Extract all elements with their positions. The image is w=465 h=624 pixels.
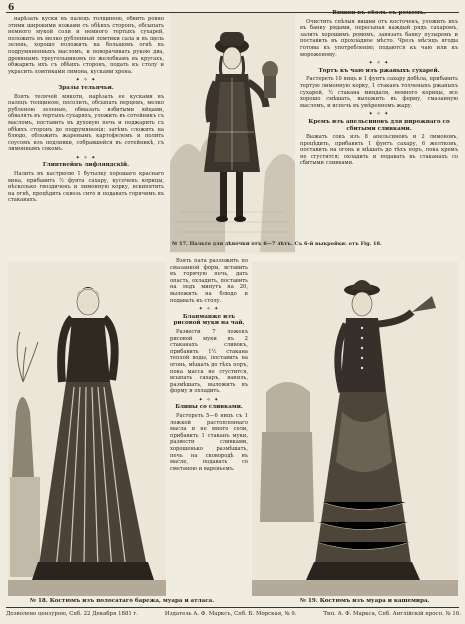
top-rule (6, 12, 459, 13)
caption-fig17: № 17. Пальто для дѣвочки отъ 6—7 лѣтъ. Съ 6-й выкройки: отъ Fig. 18. (172, 241, 382, 247)
ornament-divider: ✦ ✧ ✦ (198, 396, 220, 403)
page-number: 6 (8, 3, 15, 13)
caption-fig19: № 19. Костюмъ изъ муара и кашемира. (300, 598, 430, 604)
illustration-woman-striped-dress (8, 262, 166, 596)
footer-printer: Тип. А. Ф. Маркса, Спб. Англійскій просп. № 16. (323, 611, 461, 617)
ornament-divider: ✦ ✧ ✦ (198, 306, 220, 313)
section-title-blancmange: Бланманже изъ рисовой муки на чай. (173, 313, 245, 327)
ornament-divider: ✦ ✧ ✦ (75, 77, 97, 84)
footer-censorship: Дозволено цензурою, Спб. 22 Декабря 1881 г. (6, 611, 139, 617)
section-title-cream: Кремъ изъ апельсиновъ для пирожнаго со сбитыми сливками. (308, 118, 450, 132)
illustration-girl-coat (170, 12, 295, 254)
illustration-woman-moire-cashmere (252, 262, 458, 596)
section-body-glintwein: Налить въ кастрюлю 1 бутылку хорошаго краснаго вина, прибавить ½ фунта сахару, кусочекъ корицы, нѣсколько гвоздичекъ и лимонную корку, вскипятить на огнѣ, процѣдить сквозь сито и подавать горячимъ въ стаканахъ. (8, 171, 164, 204)
ornament-divider: ✦ ✧ ✦ (75, 154, 97, 161)
ornament-divider: ✦ ✧ ✦ (368, 60, 390, 67)
footer-publisher: Издатель А. Ф. Марксъ, Спб. Б. Морская, № 9. (164, 611, 297, 617)
section-title-bliny: Блины со сливками. (175, 404, 243, 411)
section-body-tort: Растереть 10 яицъ и 1 фунтъ сахару добѣла, прибавить тертую лимонную корку, 1 стаканъ толченыхъ ржаныхъ сухарей, ½ стакана миндаля, немного корицы, все хорошо смѣшать, выложить въ форму, смазанную масломъ, и испечь въ умѣренномъ жару. (300, 76, 458, 109)
ornament-divider: ✦ ✧ ✦ (368, 111, 390, 118)
page-footer (6, 611, 461, 617)
middle-text-column (170, 258, 248, 603)
section-title-cherries: Вишни въ оболъ съ ромомъ. (332, 10, 426, 16)
section-body-zrazy: Взять телячей мякоти, нарѣзать ее кусками въ палецъ толщиною, посолить, обсыпать перцемъ, мелко рубленою зеленью, обмазать взбитыми яйцами, обвалять въ тертыхъ сухаряхъ, уложить въ сотейникъ съ масломъ, поставить въ духовую печь и поджарить съ обѣихъ сторонъ до подрумяненія; затѣмъ сложить на блюдо, обложить жаренымъ картофелемъ и полить соусомъ изъ подливки, собравшейся въ сотейникѣ, съ лимоннымъ сокомъ. (8, 93, 164, 153)
section-body-blancmange: Развести 7 ложекъ рисовой муки въ 2 стаканахъ сливокъ, прибавить 1½ стакана теплой воды, поставить на огонь, мѣшать до тѣхъ поръ, пока масса не сгустится, всыпать сахаръ, ваниль, размѣшать, выложить въ форму и охладить. (170, 328, 248, 395)
middle-paragraph-1: Взять пата разложить по смазанной форм, вставить въ горячую печь, дать опасть, охладить, поставить на ледъ минутъ на 20, выложить на блюдо и подавать къ столу. (170, 258, 248, 304)
section-body-cream: Выжать сокъ изъ 8 апельсиновъ и 2 лимоновъ, процѣдить, прибавить 1 фунтъ сахару, 6 желтковъ, поставить на огонь и мѣшать до тѣхъ поръ, пока кремъ не сгустится; охладить и подавать въ стаканахъ со сбитыми сливками. (300, 134, 458, 167)
right-text-column (300, 10, 458, 272)
bottom-rule (6, 607, 459, 608)
section-body-cherries: Очистить спѣлыя вишни отъ косточекъ, уложить ихъ въ банку рядами, пересыпая каждый рядъ сахаромъ, залить хорошимъ ромомъ, завязать банку пузыремъ и поставить въ прохладное мѣсто. Чрезъ мѣсяцъ ягоды готовы къ употребленію; подаются къ чаю или къ мороженому. (300, 18, 458, 58)
section-body-bliny: Растереть 5—6 яицъ съ 1 ложкой растопленнаго масла и не много соли, прибавить 1 стаканъ муки, развести сливками, хорошенько размѣшать, печь на сковородѣ въ масле, подавать со сметаною и вареньемъ. (170, 413, 248, 472)
left-text-column (8, 16, 164, 251)
section-title-glintwein: Глинтвейнъ лифляндскій. (42, 162, 130, 169)
section-title-zrazy: Зразы тельячьи. (58, 84, 114, 91)
left-intro-paragraph: нарѣзать куски въ палецъ толщиною, обвить ровно этими широкими ножами съ обѣихъ сторонъ, обсыпать немного мукой соли и немного тертыхъ сухарей, положить въ мелко рубленный ломтики сала и въ щель зелень, хорошо положить на большомъ огнѣ въ подрумяненныхъ масломъ, и поворачивать рукою два, дровянымъ треугольникомъ по желобкамъ въ кругахъ, обжарить ихъ съ обѣихъ сторонъ, подать къ столу и украсить ломтиками лимона, кусками хрена. (8, 16, 164, 75)
caption-fig18: № 18. Костюмъ изъ полосатаго барежа, муара и атласа. (30, 598, 215, 604)
section-title-tort: Тортъ къ чаю изъ ржаныхъ сухарей. (318, 67, 440, 74)
